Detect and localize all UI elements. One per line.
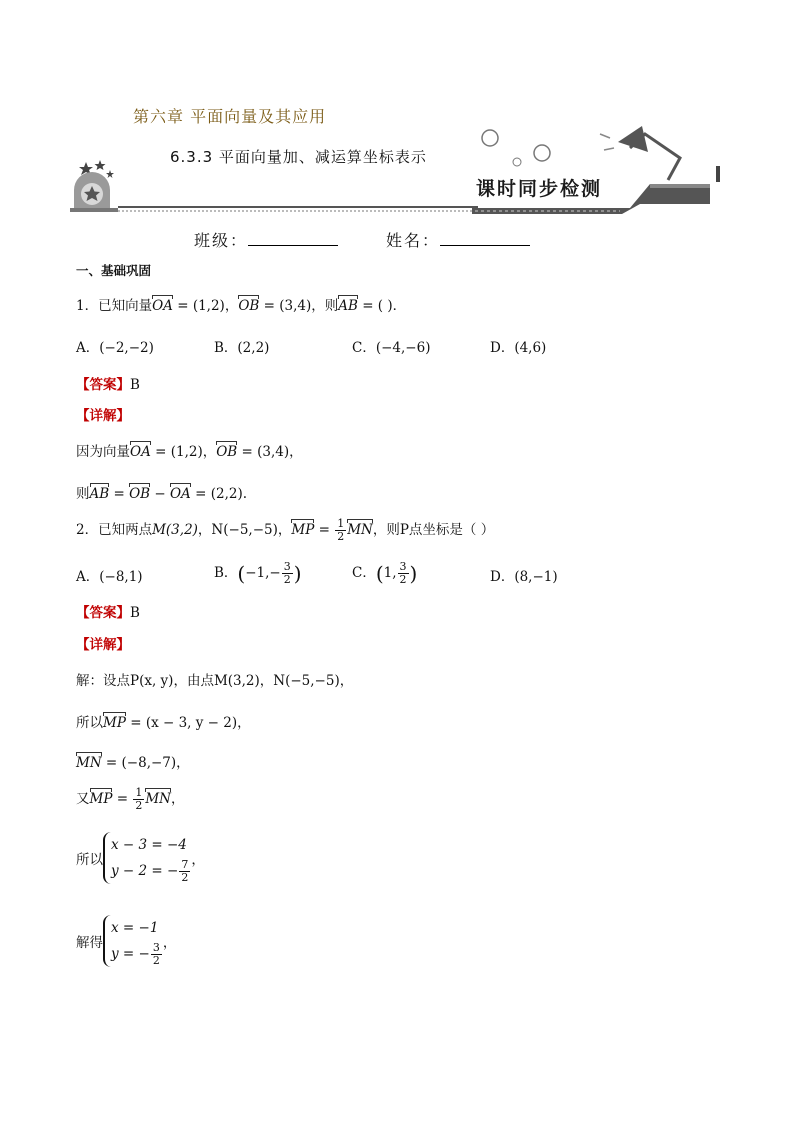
vector-ob: OB	[238, 298, 260, 314]
q2-option-a[interactable]: A．(−8,1)	[76, 569, 143, 585]
class-blank[interactable]	[248, 229, 338, 246]
q1-option-a[interactable]: A．(−2,−2)	[76, 340, 154, 356]
q2-option-d[interactable]: D．(8,−1)	[490, 569, 558, 585]
fraction-half: $\frac{1}{2}$	[337, 517, 345, 543]
q1-detail-line2: 则AB = OB − OA = (2,2).	[76, 486, 248, 502]
q2-detail-step4: 又MP = $\frac{1}{2}$ MN，	[76, 786, 185, 812]
q2-options	[76, 561, 716, 591]
q2-detail-step5: 所以 x − 3 = −4 y − 2 = − $\frac{7}{2}$ ，	[76, 832, 205, 884]
class-field	[194, 228, 338, 251]
q1-stem: 1．已知向量OA = (1,2)，OB = (3,4)，则AB = ( )．	[76, 298, 407, 314]
q2-detail-step2: 所以MP = (x − 3, y − 2)，	[76, 715, 251, 731]
solution-system: x = −1 y = − $\frac{3}{2}$	[103, 915, 163, 967]
point-m: M(3,2)	[152, 522, 198, 538]
q1-answer: 【答案】B	[76, 377, 140, 393]
vector-oa: OA	[152, 298, 173, 314]
name-label: 姓名：	[386, 231, 441, 250]
name-field	[386, 228, 530, 251]
q2-option-b[interactable]: B．(−1,− $\frac{3}{2}$ )	[214, 560, 302, 586]
q2-stem: 2．已知两点M(3,2)，N(−5,−5)，MP = $\frac{1}{2}$ MN，则P点坐标是（ ）	[76, 517, 495, 543]
banner-title: 课时同步检测	[476, 178, 603, 200]
chapter-title: 第六章 平面向量及其应用	[133, 107, 327, 126]
q1-detail-tag: 【详解】	[76, 408, 130, 424]
q1-option-c[interactable]: C．(−4,−6)	[352, 340, 431, 356]
star-icon	[106, 170, 114, 178]
q2-detail-step1: 解：设点P(x, y)，由点M(3,2)，N(−5,−5)，	[76, 673, 354, 689]
q2-detail-tag: 【详解】	[76, 637, 130, 653]
class-label: 班级：	[194, 231, 249, 250]
vector-mn: MN	[347, 522, 373, 538]
equation-system: x − 3 = −4 y − 2 = − $\frac{7}{2}$	[103, 832, 191, 884]
q2-answer: 【答案】B	[76, 605, 140, 621]
q2-option-c[interactable]: C．(1, $\frac{3}{2}$ )	[352, 560, 418, 586]
name-blank[interactable]	[440, 229, 530, 246]
part-title: 一、基础巩固	[76, 263, 152, 278]
q2-detail-step3: MN = (−8,−7)，	[76, 755, 190, 771]
vector-ab: AB	[338, 298, 358, 314]
vector-mp: MP	[291, 522, 315, 538]
q2-detail-step6: 解得 x = −1 y = − $\frac{3}{2}$ ，	[76, 915, 176, 967]
q1-option-d[interactable]: D．(4,6)	[490, 340, 547, 356]
header-banner-graphic	[70, 120, 730, 220]
star-icon	[95, 160, 106, 170]
q1-detail-line1: 因为向量OA = (1,2)，OB = (3,4)，	[76, 444, 303, 460]
section-title: 6.3.3 平面向量加、减运算坐标表示	[170, 148, 427, 166]
q1-options	[76, 336, 716, 356]
q1-option-b[interactable]: B．(2,2)	[214, 340, 270, 356]
